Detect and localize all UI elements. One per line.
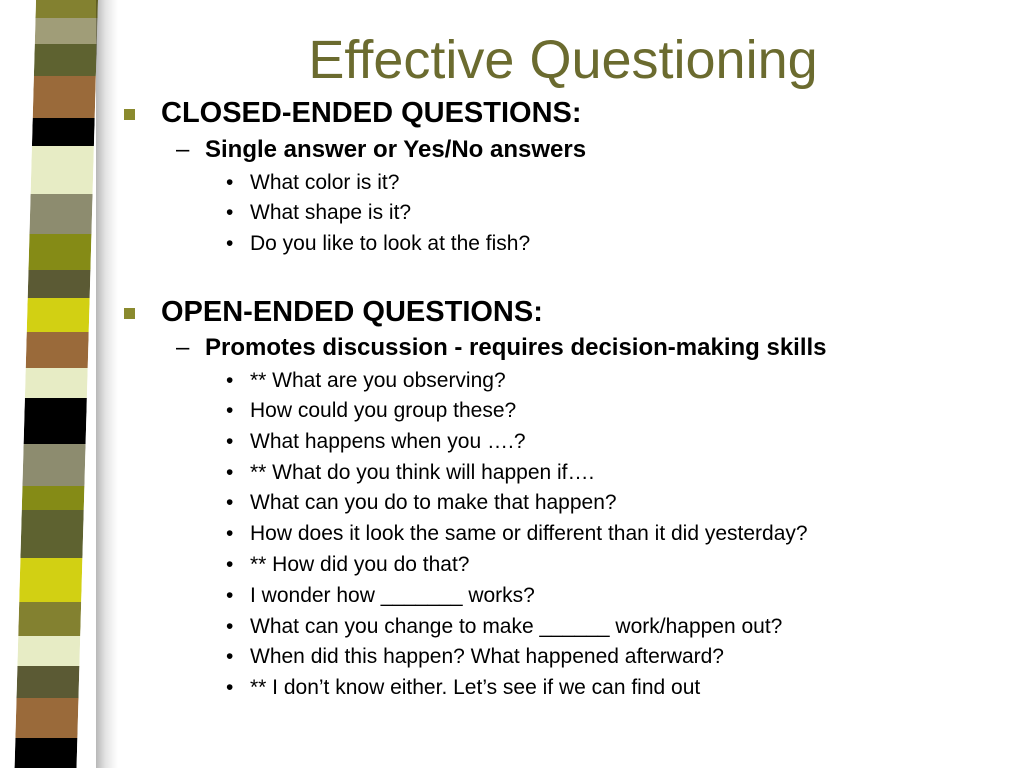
- dash-bullet-icon: –: [176, 136, 190, 163]
- dot-bullet-icon: •: [226, 201, 234, 224]
- slide-title: Effective Questioning: [308, 30, 818, 90]
- square-bullet-icon: [124, 308, 135, 319]
- dot-bullet-icon: •: [226, 461, 234, 484]
- dot-bullet-icon: •: [226, 369, 234, 392]
- list-item: What shape is it?: [250, 201, 412, 224]
- section-subheading-closed: Single answer or Yes/No answers: [205, 136, 587, 163]
- dash-bullet-icon: –: [176, 334, 190, 361]
- dot-bullet-icon: •: [226, 171, 234, 194]
- square-bullet-icon: [124, 109, 135, 120]
- dot-bullet-icon: •: [226, 553, 234, 576]
- list-item: ** What do you think will happen if….: [250, 461, 595, 484]
- list-item: ** How did you do that?: [250, 553, 470, 576]
- dot-bullet-icon: •: [226, 399, 234, 422]
- dot-bullet-icon: •: [226, 491, 234, 514]
- list-item: ** I don’t know either. Let’s see if we can find out: [250, 676, 701, 699]
- list-item: How does it look the same or different than it did yesterday?: [250, 522, 808, 545]
- list-item: What can you change to make ______ work/happen out?: [250, 615, 783, 638]
- list-item: What can you do to make that happen?: [250, 491, 617, 514]
- dot-bullet-icon: •: [226, 615, 234, 638]
- list-item: What color is it?: [250, 171, 400, 194]
- list-item: ** What are you observing?: [250, 369, 506, 392]
- list-item: How could you group these?: [250, 399, 517, 422]
- section-heading-closed: CLOSED-ENDED QUESTIONS:: [161, 97, 582, 129]
- dot-bullet-icon: •: [226, 232, 234, 255]
- dot-bullet-icon: •: [226, 430, 234, 453]
- list-item: When did this happen? What happened afterward?: [250, 645, 724, 668]
- section-subheading-open: Promotes discussion - requires decision-making skills: [205, 334, 827, 361]
- section-heading-open: OPEN-ENDED QUESTIONS:: [161, 296, 543, 328]
- dot-bullet-icon: •: [226, 676, 234, 699]
- dot-bullet-icon: •: [226, 584, 234, 607]
- list-item: What happens when you ….?: [250, 430, 526, 453]
- dot-bullet-icon: •: [226, 645, 234, 668]
- dot-bullet-icon: •: [226, 522, 234, 545]
- list-item: I wonder how _______ works?: [250, 584, 535, 607]
- list-item: Do you like to look at the fish?: [250, 232, 531, 255]
